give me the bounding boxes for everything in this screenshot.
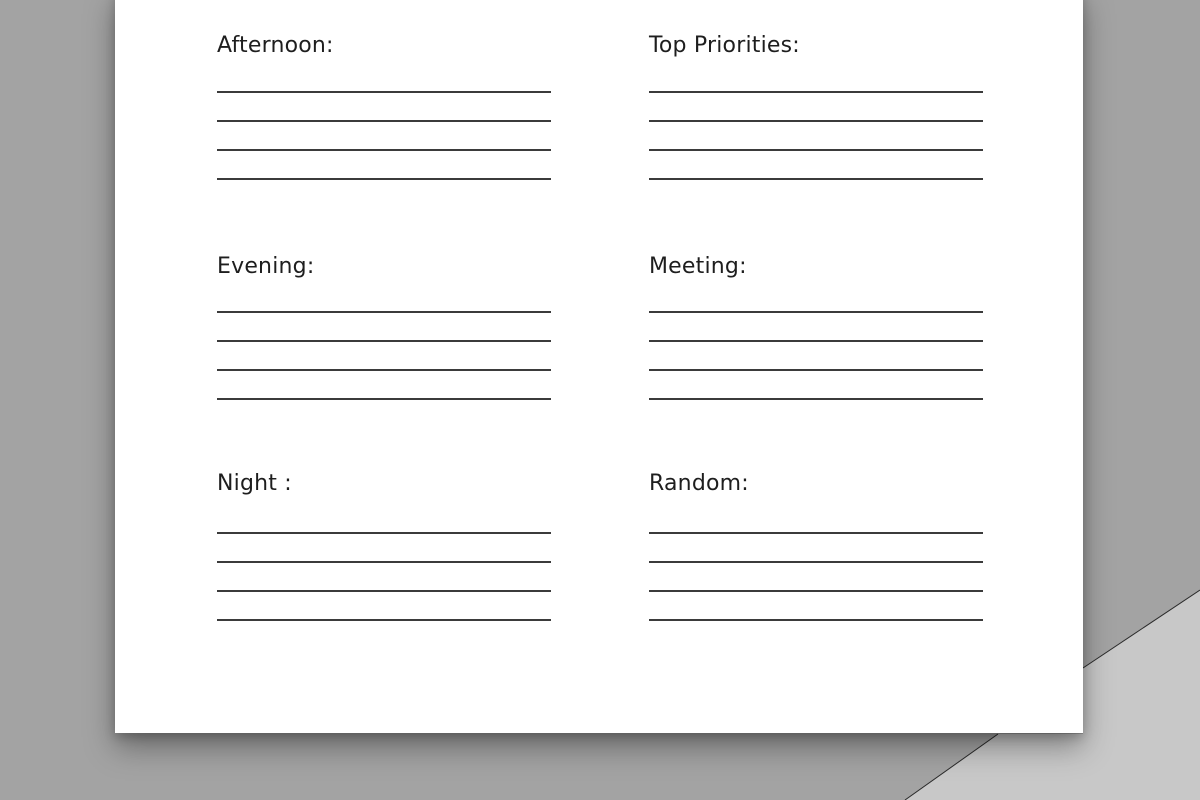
writing-line[interactable] [649, 619, 983, 621]
section-label-top-priorities: Top Priorities: [649, 33, 800, 58]
writing-line[interactable] [649, 120, 983, 122]
writing-line[interactable] [217, 590, 551, 592]
writing-line[interactable] [217, 91, 551, 93]
writing-line[interactable] [217, 398, 551, 400]
writing-line[interactable] [649, 398, 983, 400]
section-label-evening: Evening: [217, 254, 315, 279]
writing-line[interactable] [217, 340, 551, 342]
writing-line[interactable] [217, 369, 551, 371]
section-label-night: Night : [217, 471, 292, 496]
writing-line[interactable] [649, 91, 983, 93]
section-label-afternoon: Afternoon: [217, 33, 334, 58]
writing-line[interactable] [217, 619, 551, 621]
writing-line[interactable] [217, 532, 551, 534]
writing-line[interactable] [217, 149, 551, 151]
planner-page [115, 0, 1083, 733]
writing-line[interactable] [217, 311, 551, 313]
writing-line[interactable] [649, 311, 983, 313]
section-label-meeting: Meeting: [649, 254, 747, 279]
writing-line[interactable] [649, 149, 983, 151]
writing-line[interactable] [649, 178, 983, 180]
writing-line[interactable] [217, 561, 551, 563]
writing-line[interactable] [649, 561, 983, 563]
writing-line[interactable] [649, 369, 983, 371]
writing-line[interactable] [217, 120, 551, 122]
writing-line[interactable] [649, 340, 983, 342]
writing-line[interactable] [649, 532, 983, 534]
writing-line[interactable] [649, 590, 983, 592]
section-label-random: Random: [649, 471, 749, 496]
writing-line[interactable] [217, 178, 551, 180]
